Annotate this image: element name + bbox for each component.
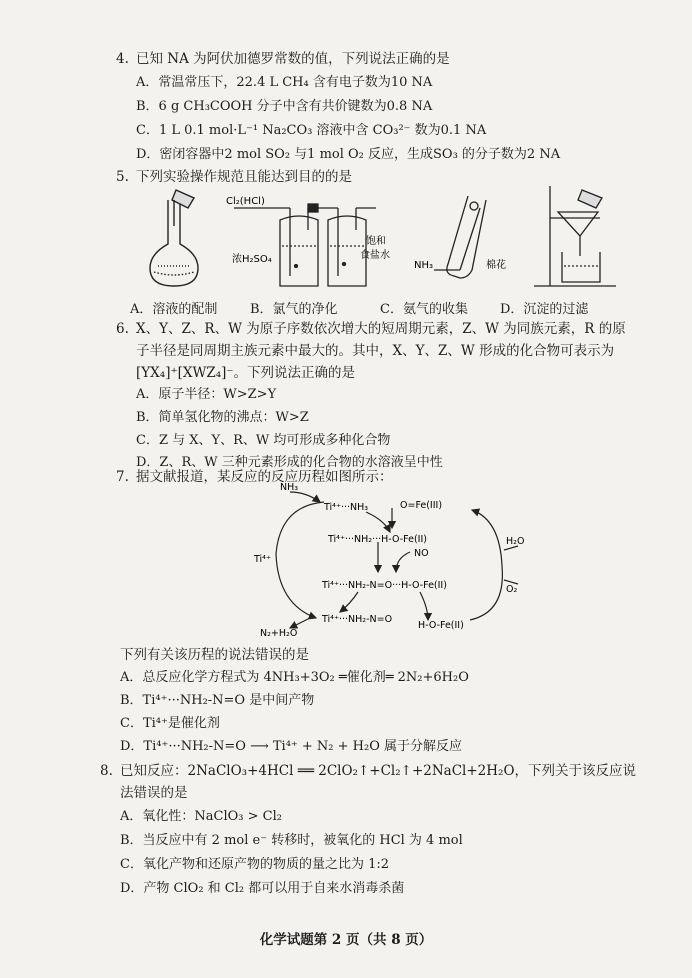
cotton-label: 棉花 <box>486 260 506 271</box>
q5-caption-a: A．溶液的配制 <box>130 302 218 317</box>
q7-number: 7. <box>116 469 129 485</box>
q5-caption-c: C．氨气的收集 <box>380 302 468 317</box>
q8-option-d: D．产物 ClO₂ 和 Cl₂ 都可以用于自来水消毒杀菌 <box>120 881 405 896</box>
q5-caption-b: B．氯气的净化 <box>250 302 338 317</box>
q7-ti4-label: Ti⁴⁺ <box>254 554 271 565</box>
q4-number: 4. <box>116 51 129 67</box>
q7-h2o-label: H₂O <box>506 536 525 547</box>
q5-stem-text: 下列实验操作规范且能达到目的的是 <box>136 169 352 185</box>
q8-option-a: A．氧化性：NaClO₃ > Cl₂ <box>120 809 282 824</box>
q7-ti-nh2no-label: Ti⁴⁺···NH₂-N=O <box>322 614 393 625</box>
q4-stem <box>116 48 450 70</box>
q6-option-a: A．原子半径：W>Z>Y <box>136 387 277 402</box>
q7-hofe2-label: H-O-Fe(II) <box>418 620 464 631</box>
q8-option-c: C．氧化产物和还原产物的物质的量之比为 1:2 <box>120 857 390 872</box>
q7-reaction-cycle-diagram <box>250 480 540 640</box>
q8-option-b: B．当反应中有 2 mol e⁻ 转移时，被氧化的 HCl 为 4 mol <box>120 833 463 848</box>
q8-stem-text-1: 已知反应：2NaClO₃+4HCl ══ 2ClO₂↑+Cl₂↑+2NaCl+2H₂O，下列关于该反应说 <box>120 763 637 779</box>
q7-option-a: A．总反应化学方程式为 4NH₃+3O₂ ═催化剂═ 2N₂+6H₂O <box>120 670 469 685</box>
page-footer: 化学试题第 2 页（共 8 页） <box>259 932 433 948</box>
q5-apparatus-figure <box>130 186 630 296</box>
q7-ti-nh2no-hofe-label: Ti⁴⁺···NH₂-N=O···H-O-Fe(II) <box>322 580 447 591</box>
q6-option-d: D．Z、R、W 三种元素形成的化合物的水溶液呈中性 <box>136 455 443 470</box>
q6-stem-line1 <box>116 318 626 340</box>
q7-n2h2o-label: N₂+H₂O <box>260 628 298 639</box>
q7-o2-label: O₂ <box>506 584 518 595</box>
q8-stem-line1 <box>100 760 636 782</box>
q6-stem-line3: [YX₄]⁺[XWZ₄]⁻。下列说法正确的是 <box>136 365 356 381</box>
q7-option-b: B．Ti⁴⁺···NH₂-N=O 是中间产物 <box>120 693 315 708</box>
q7-ti-nh2-hofe-label: Ti⁴⁺···NH₂···H-O-Fe(II) <box>328 534 427 545</box>
q7-stem-text: 据文献报道，某反应的反应历程如图所示： <box>136 469 393 485</box>
q6-number: 6. <box>116 321 129 337</box>
q8-stem-line2: 法错误的是 <box>120 785 188 801</box>
q4-option-b: B．6 g CH₃COOH 分子中含有共价键数为0.8 NA <box>136 99 433 114</box>
q7-ofe3-label: O=Fe(III) <box>400 500 443 511</box>
ammonia-collection-diagram <box>434 196 486 278</box>
q7-sub-stem: 下列有关该历程的说法错误的是 <box>120 647 309 663</box>
q6-option-b: B．简单氢化物的沸点：W>Z <box>136 410 309 425</box>
brine-label-2: 食盐水 <box>360 250 390 261</box>
q6-stem-line2: 子半径是同周期主族元素中最大的。其中，X、Y、Z、W 形成的化合物可表示为 <box>136 343 615 359</box>
q4-option-c: C．1 L 0.1 mol·L⁻¹ Na₂CO₃ 溶液中含 CO₃²⁻ 数为0.1 NA <box>136 123 487 138</box>
brine-label-1: 饱和 <box>366 236 386 247</box>
q5-caption-d: D．沉淀的过滤 <box>500 302 589 317</box>
filtration-diagram <box>534 186 616 286</box>
q8-number: 8. <box>100 763 113 779</box>
q7-no-label: NO <box>414 548 429 559</box>
q4-option-d: D．密闭容器中2 mol SO₂ 与1 mol O₂ 反应，生成SO₃ 的分子数为2 NA <box>136 147 561 162</box>
q5-stem <box>116 166 352 188</box>
q7-nh3-label: NH₃ <box>280 482 299 493</box>
q7-option-c: C．Ti⁴⁺是催化剂 <box>120 716 220 731</box>
q4-stem-text: 已知 NA 为阿伏加德罗常数的值，下列说法正确的是 <box>136 51 450 67</box>
q4-option-a: A．常温常压下，22.4 L CH₄ 含有电子数为10 NA <box>136 75 433 90</box>
cl2-label: Cl₂(HCl) <box>226 196 265 207</box>
nh3-label: NH₃ <box>414 260 434 271</box>
volumetric-flask-diagram <box>150 190 198 286</box>
q7-option-d: D．Ti⁴⁺···NH₂-N=O ⟶ Ti⁴⁺ + N₂ + H₂O 属于分解反应 <box>120 739 463 754</box>
h2so4-label: 浓H₂SO₄ <box>232 254 272 265</box>
q6-option-c: C．Z 与 X、Y、R、W 均可形成多种化合物 <box>136 433 391 448</box>
q6-stem-text-1: X、Y、Z、R、W 为原子序数依次增大的短周期元素，Z、W 为同族元素，R 的原 <box>136 321 626 337</box>
q5-number: 5. <box>116 169 129 185</box>
q7-ti-nh3-label: Ti⁴⁺···NH₃ <box>324 502 369 513</box>
gas-wash-bottles-diagram <box>234 204 376 286</box>
